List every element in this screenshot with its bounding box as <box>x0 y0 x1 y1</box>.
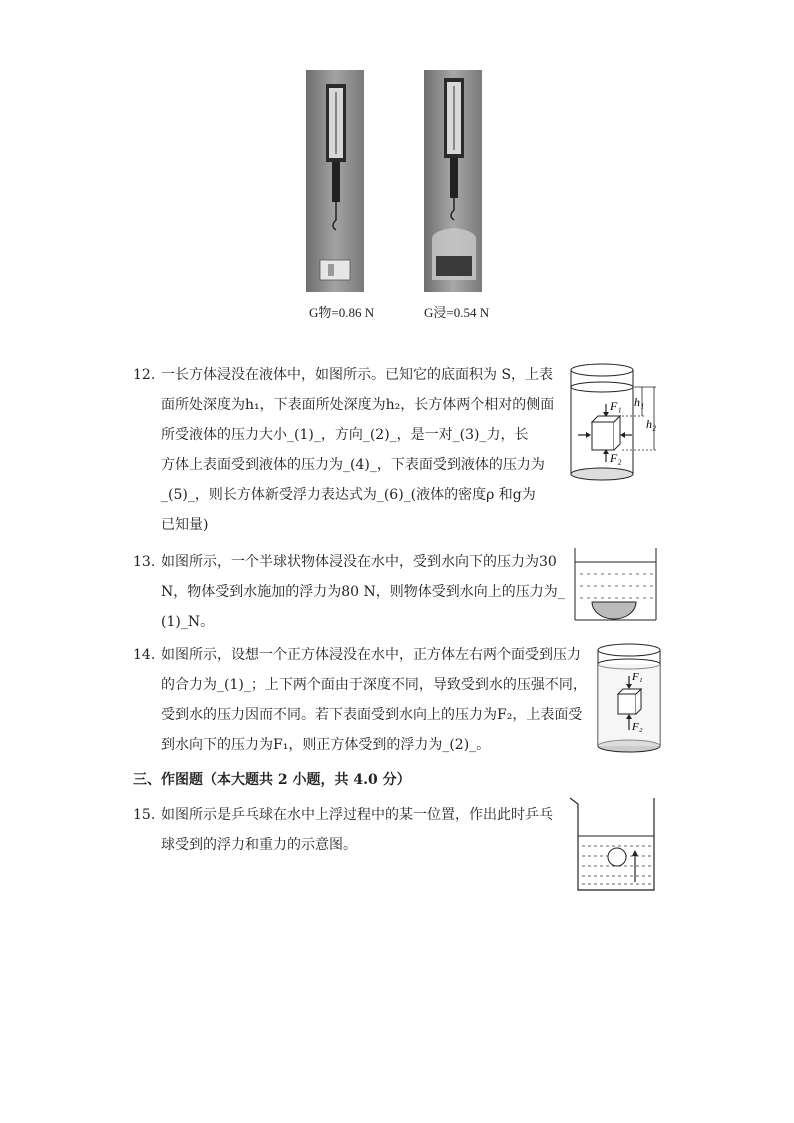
question-line: 一长方体浸没在液体中，如图所示。已知它的底面积为 S，上表 <box>161 367 554 383</box>
question-line: N，物体受到水施加的浮力为80 N，则物体受到水向上的压力为_ <box>161 584 565 600</box>
q12-f2-label: F₂ <box>610 451 622 465</box>
q13-figure-hemisphere <box>574 548 658 626</box>
question-line: 到水向下的压力为F₁，则正方体受到的浮力为_(2)_。 <box>161 737 491 753</box>
q12-figure-cylinder-block <box>570 362 670 496</box>
question-number: 13. <box>133 554 156 570</box>
photo-caption-air: G物=0.86 N <box>309 305 375 320</box>
spring-scale-photo-immersed <box>424 70 482 292</box>
question-number: 14. <box>133 647 156 663</box>
question-line: 球受到的浮力和重力的示意图。 <box>161 837 357 853</box>
question-line: 的合力为_(1)_；上下两个面由于深度不同，导致受到水的压强不同， <box>161 677 587 693</box>
question-line: 方体上表面受到液体的压力为_(4)_，下表面受到液体的压力为 <box>161 457 545 473</box>
question-line: (1)_N。 <box>161 614 215 630</box>
q14-f2-label: F₂ <box>632 721 643 733</box>
question-line: 已知量) <box>161 517 209 533</box>
photo-caption-immersed: G浸=0.54 N <box>424 305 490 320</box>
q14-f1-label: F₁ <box>632 671 643 683</box>
q12-h1-label: h₁ <box>634 395 645 409</box>
q12-h2-label: h₂ <box>646 417 657 431</box>
section-heading: 三、作图题（本大题共 2 小题，共 4.0 分） <box>133 772 411 788</box>
q12-f1-label: F₁ <box>610 399 622 413</box>
question-line: _(5)_，则长方体新受浮力表达式为_(6)_(液体的密度ρ 和g为 <box>161 487 536 503</box>
spring-scale-photo-air <box>306 70 364 292</box>
question-number: 15. <box>133 807 156 823</box>
question-line: 受到水的压力因而不同。若下表面受到水向上的压力为F₂，上表面受 <box>161 707 583 723</box>
question-line: 面所处深度为h₁，下表面所处深度为h₂，长方体两个相对的侧面 <box>161 397 555 413</box>
q15-figure-ping-pong-beaker <box>568 796 660 896</box>
q14-figure-cube-in-water <box>596 642 662 760</box>
question-line: 所受液体的压力大小_(1)_，方向_(2)_，是一对_(3)_力，长 <box>161 427 529 443</box>
question-line: 如图所示是乒乓球在水中上浮过程中的某一位置，作出此时乒乓 <box>161 807 553 823</box>
question-line: 如图所示，设想一个正方体浸没在水中，正方体左右两个面受到压力 <box>161 647 581 663</box>
question-number: 12. <box>133 367 156 383</box>
question-line: 如图所示，一个半球状物体浸没在水中，受到水向下的压力为30 <box>161 554 557 570</box>
